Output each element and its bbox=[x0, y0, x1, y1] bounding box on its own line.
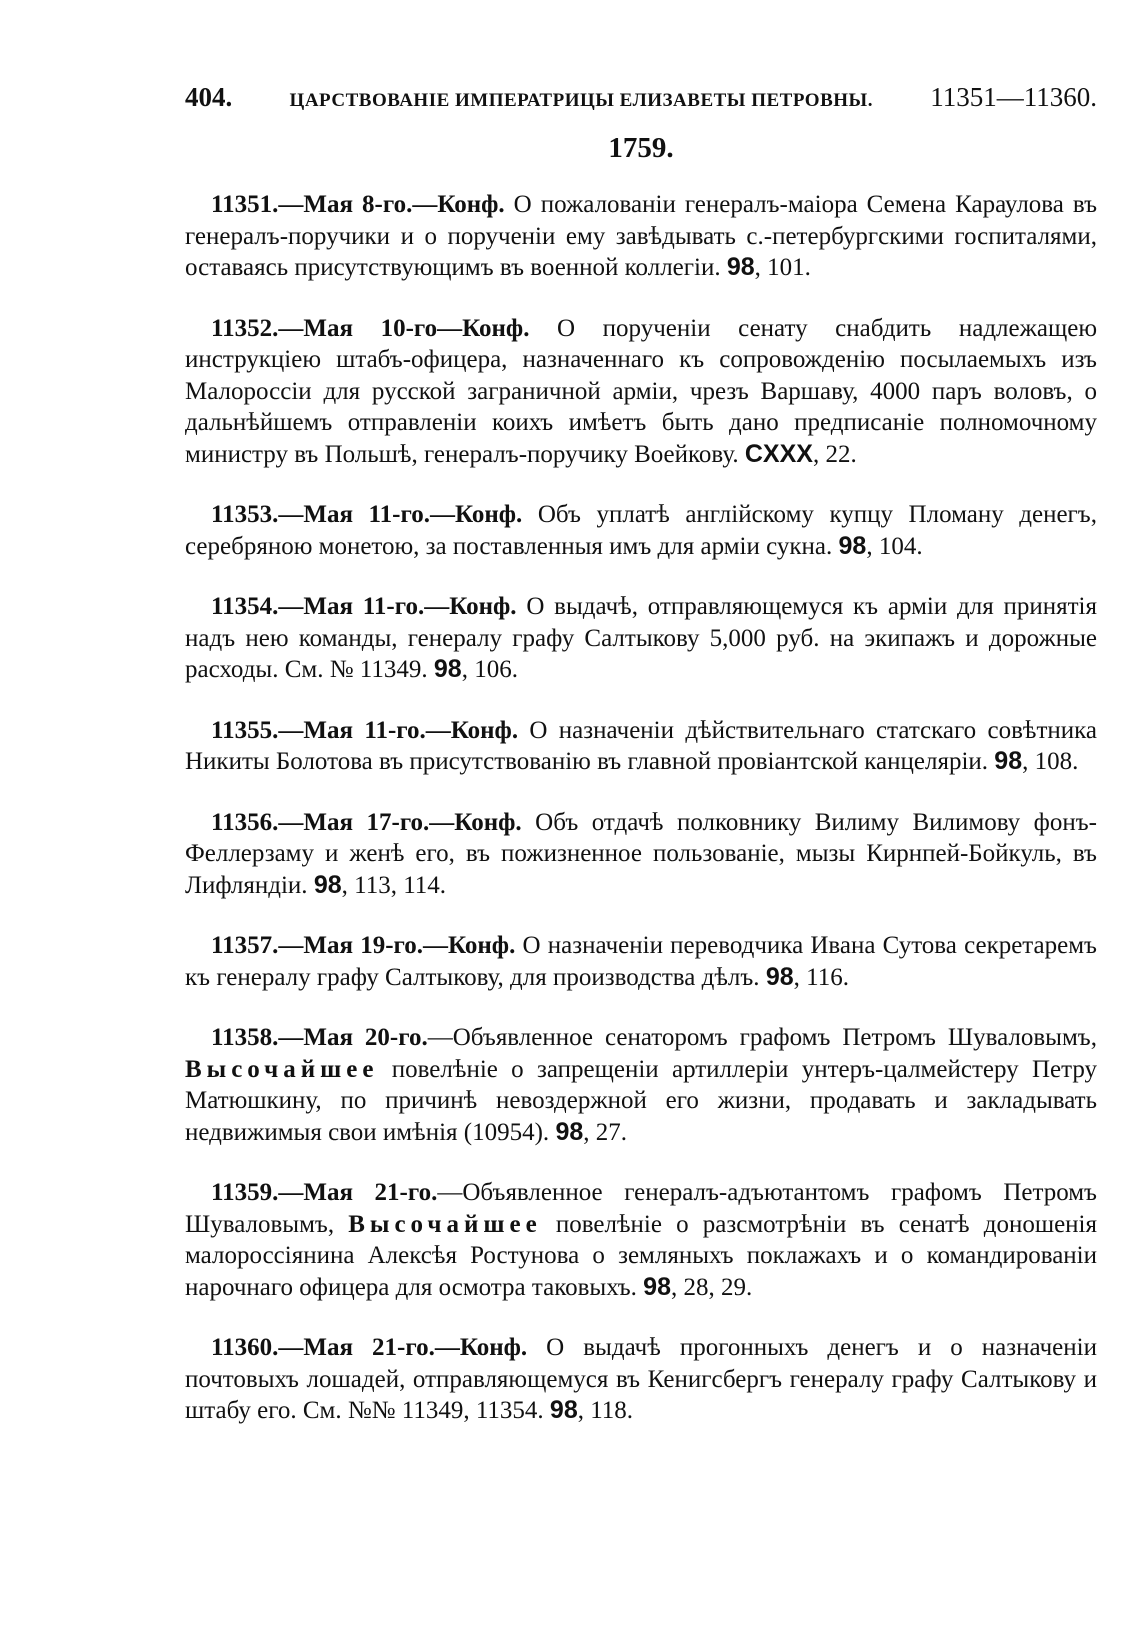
entry-date: —Мая 21-го. bbox=[278, 1179, 438, 1206]
page-ref: , 106. bbox=[461, 656, 518, 683]
entry-range: 11351—11360. bbox=[930, 82, 1097, 112]
entry-text: Объ отдачѣ полковнику Вилиму Вилимову фонъ-Феллерзаму и женѣ его, въ пожизненное пользованіе, мызы Кирнпей-Бойкуль, въ Лифляндіи. bbox=[185, 808, 1097, 899]
entry-11357 bbox=[185, 930, 1097, 993]
entry-text: О назначеніи дѣйствительнаго статскаго совѣтника Никиты Болотова въ присутствованію въ главной провіантской канцеляріи. bbox=[185, 716, 1097, 775]
entry-number: 11351. bbox=[211, 191, 279, 218]
page-ref: , 118. bbox=[577, 1397, 634, 1424]
entry-text: О пожалованіи генералъ-маіора Семена Караулова въ генералъ-поручики и о порученіи ему завѣдывать с.-петербургскими госпиталями, оставаясь присутствующимъ въ военной коллегіи. bbox=[185, 191, 1097, 281]
entry-number: 11356. bbox=[211, 808, 279, 836]
entry-11358 bbox=[185, 1022, 1097, 1148]
entry-date: —Мая 10-го—Конф. bbox=[278, 314, 530, 342]
volume-ref: 98 bbox=[555, 1117, 584, 1146]
entry-text: повелѣніе о разсмотрѣніи въ сенатѣ доношенія малороссіянина Алексѣя Ростунова о земляныхъ поклажахъ и о командированіи нарочнаго офицера для осмотра таковыхъ. bbox=[185, 1210, 1098, 1301]
page-ref: , 22. bbox=[812, 440, 857, 468]
volume-ref: CXXX bbox=[744, 439, 813, 468]
entry-date: —Мая 11-го.—Конф. bbox=[278, 716, 519, 744]
page-ref: , 108. bbox=[1022, 748, 1079, 775]
entry-number: 11357. bbox=[211, 932, 279, 959]
entry-number: 11359. bbox=[211, 1179, 279, 1206]
page-ref: , 27. bbox=[583, 1118, 627, 1146]
page-ref: , 28, 29. bbox=[670, 1273, 753, 1301]
volume-ref: 98 bbox=[838, 531, 867, 560]
volume-ref: 98 bbox=[433, 655, 462, 683]
entry-text-intro: —Объявленное сенаторомъ графомъ Петромъ Шуваловымъ, bbox=[427, 1024, 1097, 1051]
entry-text: Объ уплатѣ англійскому купцу Пломану денегъ, серебряною монетою, за поставленныя имъ для арміи сукна. bbox=[185, 501, 1097, 560]
entry-date: —Мая 21-го.—Конф. bbox=[278, 1334, 528, 1361]
volume-ref: 98 bbox=[994, 747, 1023, 775]
entry-number: 11352. bbox=[211, 314, 279, 342]
entry-11353 bbox=[185, 499, 1097, 562]
year-heading: 1759. bbox=[608, 132, 674, 164]
running-title: ЦАРСТВОВАНІЕ ИМПЕРАТРИЦЫ ЕЛИЗАВЕТЫ ПЕТРОВНЫ. bbox=[289, 90, 873, 111]
page-number: 404. bbox=[185, 82, 233, 112]
entry-11351 bbox=[185, 189, 1097, 284]
entry-text-intro: —Объявленное генералъ-адъютантомъ графомъ Петромъ Шуваловымъ, bbox=[185, 1179, 1097, 1238]
volume-ref: 98 bbox=[549, 1396, 578, 1424]
entry-11360 bbox=[185, 1332, 1097, 1427]
entry-11356 bbox=[185, 807, 1097, 902]
entry-date: —Мая 8-го.—Конф. bbox=[278, 191, 505, 218]
page-ref: , 101. bbox=[754, 254, 811, 281]
entry-text: О выдачѣ прогонныхъ денегъ и о назначеніи почтовыхъ лошадей, отправляющемуся въ Кенигсбергъ генералу графу Салтыкову и штабу его. См. №№ 11349, 11354. bbox=[185, 1334, 1097, 1424]
volume-ref: 98 bbox=[313, 870, 342, 899]
entry-number: 11360. bbox=[211, 1334, 279, 1361]
volume-ref: 98 bbox=[643, 1272, 671, 1301]
entry-number: 11354. bbox=[211, 593, 279, 620]
entry-text: О назначеніи переводчика Ивана Сутова секретаремъ къ генералу графу Салтыкову, для производства дѣлъ. bbox=[185, 932, 1097, 991]
entry-11352 bbox=[185, 313, 1097, 471]
entry-date: —Мая 11-го.—Конф. bbox=[278, 501, 523, 528]
volume-ref: 98 bbox=[726, 253, 755, 281]
entry-number: 11355. bbox=[211, 716, 279, 744]
spaced-word: Высочайшее bbox=[348, 1210, 542, 1238]
spaced-word: Высочайшее bbox=[185, 1055, 379, 1083]
entry-text: О выдачѣ, отправляющемуся къ арміи для принятія надъ нею команды, генералу графу Салтыкову 5,000 руб. на экипажъ и дорожные расходы. См. № 11349. bbox=[185, 593, 1097, 683]
entry-date: —Мая 20-го. bbox=[278, 1024, 428, 1051]
entry-number: 11353. bbox=[211, 501, 279, 528]
document-page bbox=[185, 82, 1097, 1456]
volume-ref: 98 bbox=[765, 962, 794, 991]
page-ref: , 113, 114. bbox=[341, 871, 447, 899]
entry-date: —Мая 19-го.—Конф. bbox=[278, 932, 516, 959]
running-head bbox=[185, 82, 1097, 126]
entry-date: —Мая 17-го.—Конф. bbox=[278, 808, 522, 836]
entry-11354 bbox=[185, 591, 1097, 686]
page-ref: , 104. bbox=[866, 532, 923, 560]
entry-text: О порученіи сенату снабдить надлежащею инструкціею штабъ-офицера, назначеннаго къ сопровожденію посылаемыхъ изъ Малороссіи для русской заграничной арміи, чрезъ Варшаву, 4000 паръ воловъ, о дальнѣйшемъ отправленіи коихъ имѣетъ быть дано предписаніе полномочному министру въ Польшѣ, генералъ-поручику Воейкову. bbox=[185, 314, 1097, 468]
entry-text: повелѣніе о запрещеніи артиллеріи унтеръ-цалмейстеру Петру Матюшкину, по причинѣ невоздержной его жизни, продавать и закладывать недвижимыя свои имѣнія (10954). bbox=[185, 1055, 1097, 1146]
entry-11355 bbox=[185, 715, 1097, 778]
entry-date: —Мая 11-го.—Конф. bbox=[278, 593, 517, 620]
entry-number: 11358. bbox=[211, 1024, 279, 1051]
entry-11359 bbox=[185, 1177, 1097, 1303]
page-ref: , 116. bbox=[793, 963, 849, 991]
